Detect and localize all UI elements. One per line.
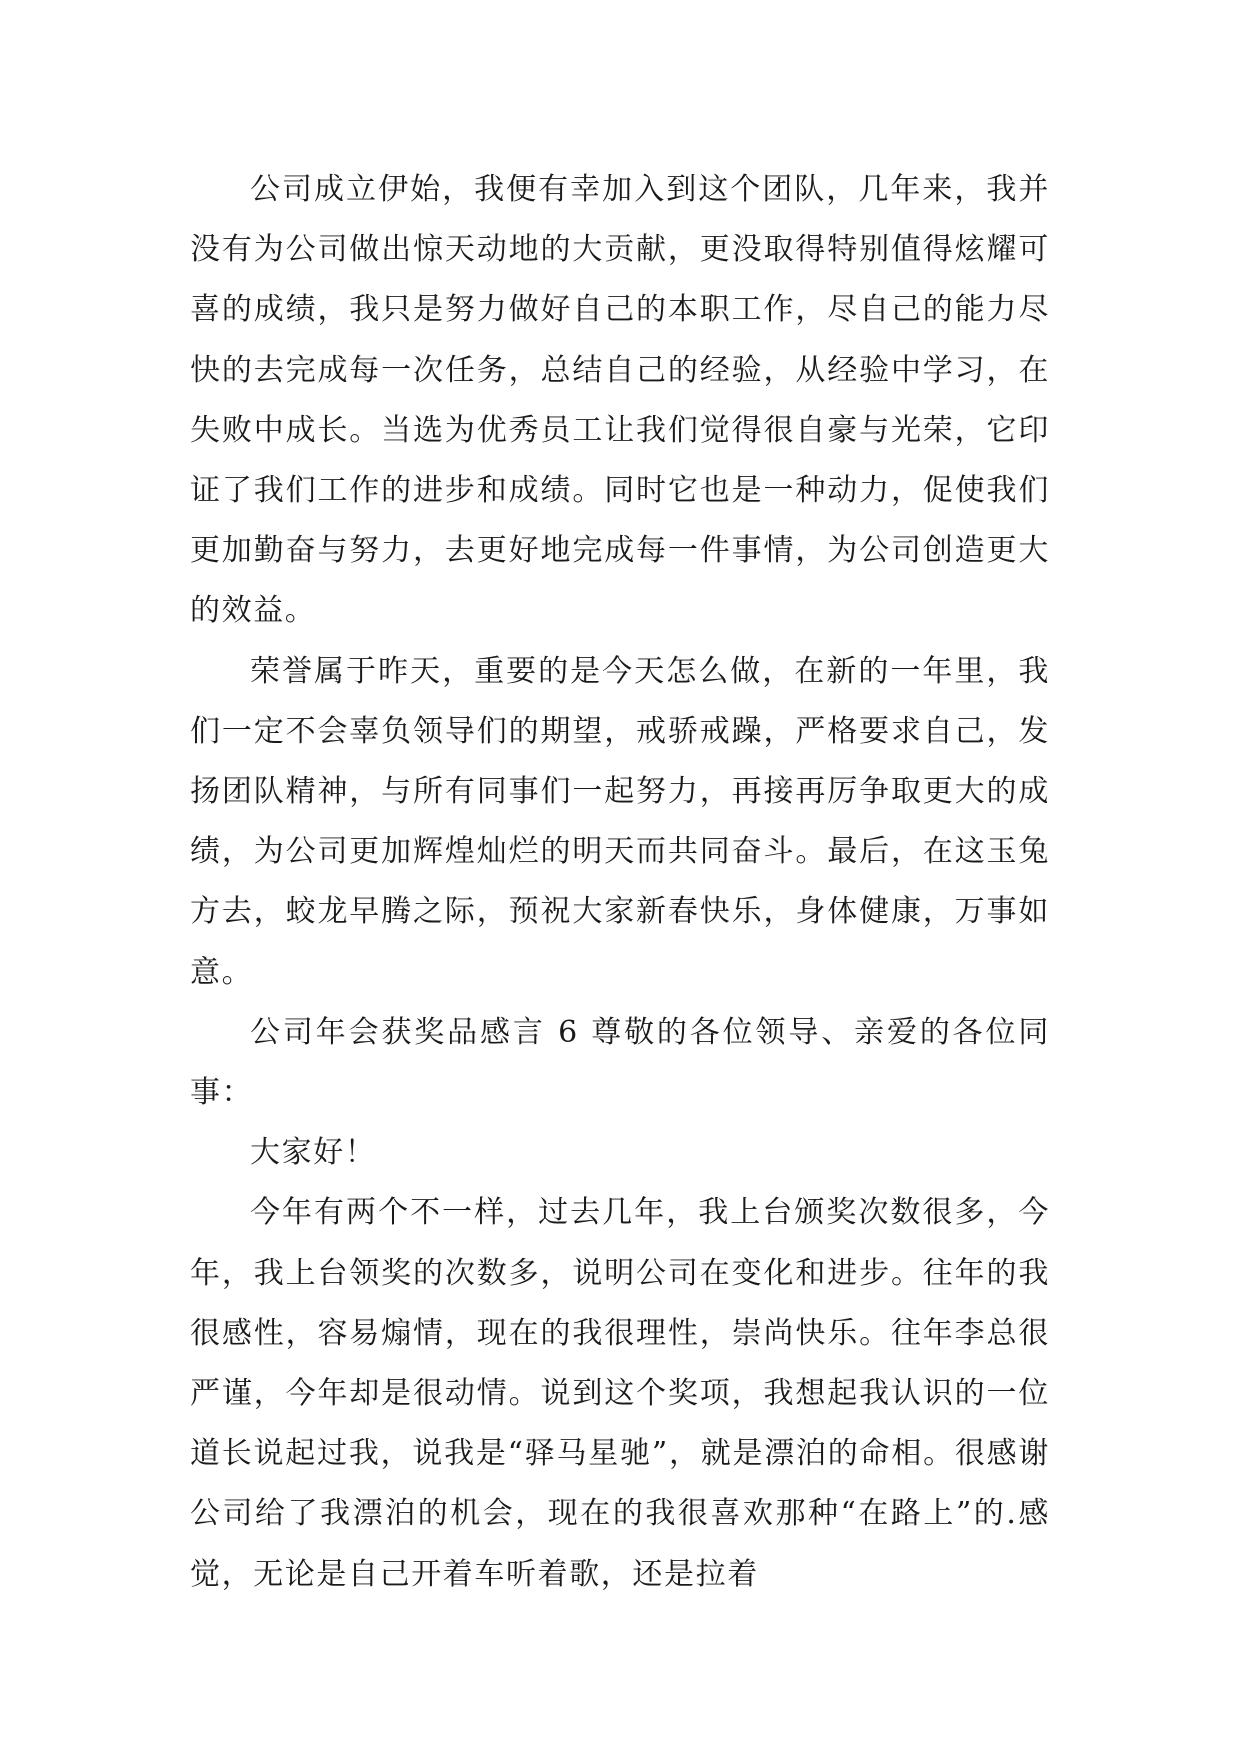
paragraph-2: 荣誉属于昨天，重要的是今天怎么做，在新的一年里，我们一定不会辜负领导们的期望，戒骄戒躁，严格要求自己，发扬团队精神，与所有同事们一起努力，再接再厉争取更大的成绩，为公司更加辉煌灿烂的明天而共同奋斗。最后，在这玉兔方去，蛟龙早腾之际，预祝大家新春快乐，身体健康，万事如意。 [190, 653, 1050, 990]
document-body [190, 160, 1050, 1605]
paragraph-5: 今年有两个不一样，过去几年，我上台颁奖次数很多，今年，我上台领奖的次数多，说明公司在变化和进步。往年的我很感性，容易煽情，现在的我很理性，崇尚快乐。往年李总很严谨，今年却是很动情。说到这个奖项，我想起我认识的一位道长说起过我，说我是“驿马星驰”，就是漂泊的命相。很感谢公司给了我漂泊的机会，现在的我很喜欢那种“在路上”的.感觉，无论是自己开着车听着歌，还是拉着 [190, 1195, 1050, 1592]
paragraph-4: 大家好！ [250, 1135, 377, 1171]
paragraph-3: 公司年会获奖品感言 6 尊敬的各位领导、亲爱的各位同事： [190, 1014, 1050, 1111]
paragraph-1: 公司成立伊始，我便有幸加入到这个团队，几年来，我并没有为公司做出惊天动地的大贡献，更没取得特别值得炫耀可喜的成绩，我只是努力做好自己的本职工作，尽自己的能力尽快的去完成每一次任务，总结自己的经验，从经验中学习，在失败中成长。当选为优秀员工让我们觉得很自豪与光荣，它印证了我们工作的进步和成绩。同时它也是一种动力，促使我们更加勤奋与努力，去更好地完成每一件事情，为公司创造更大的效益。 [190, 172, 1050, 629]
